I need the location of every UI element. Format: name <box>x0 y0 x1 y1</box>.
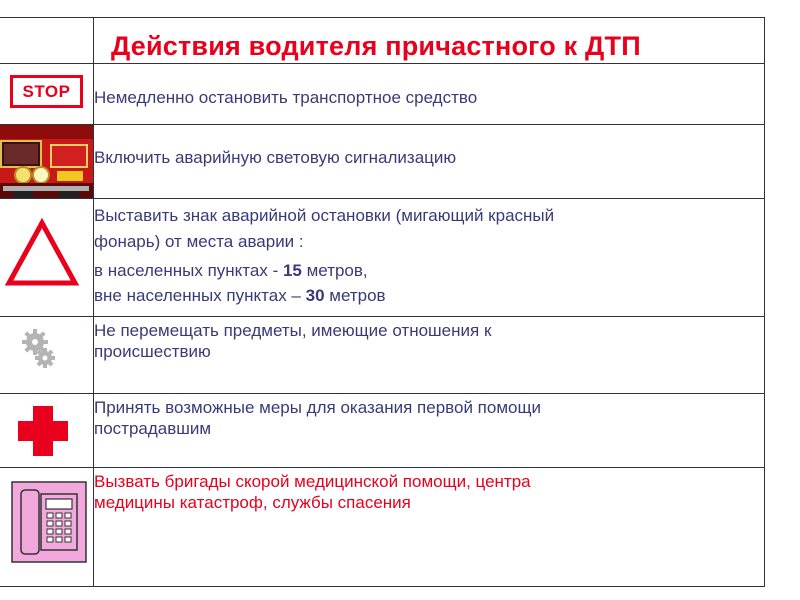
row-3-icon-cell <box>0 199 94 317</box>
row-2-icon-cell <box>0 125 94 199</box>
row-6-text-cell <box>94 468 765 587</box>
first-aid-cross-icon <box>0 394 93 468</box>
row-6-line-2: медицины катастроф, службы спасения <box>94 493 411 512</box>
table-row <box>0 125 765 199</box>
row-1-text: Немедленно остановить транспортное средство <box>94 88 478 107</box>
row-5-line-1: Принять возможные меры для оказания первой помощи <box>94 398 541 417</box>
stop-sign-icon: STOP <box>10 75 83 108</box>
row-3-line-2: фонарь) от места аварии : <box>94 232 304 251</box>
title-cell <box>94 18 765 64</box>
row-4-text-cell <box>94 317 765 394</box>
row-1-text-cell <box>94 64 765 125</box>
row-2-text: Включить аварийную световую сигнализацию <box>94 148 457 167</box>
table-row <box>0 64 765 125</box>
row-5-line-2: пострадавшим <box>94 419 212 438</box>
distance-rural <box>94 283 764 308</box>
title-empty-cell <box>0 18 94 64</box>
table-row <box>0 199 765 317</box>
row-6-text <box>94 468 764 513</box>
page-title: Действия водителя причастного к ДТП <box>111 31 641 61</box>
row-4-text <box>94 317 764 362</box>
distance-urban <box>94 258 764 283</box>
distance-rural-suffix: метров <box>324 286 386 305</box>
row-6-icon-cell <box>0 468 94 587</box>
gears-icon <box>0 317 93 394</box>
row-3-text-cell <box>94 199 765 317</box>
row-3-intro <box>94 199 764 255</box>
table-row <box>0 394 765 468</box>
row-3-distances <box>94 255 764 308</box>
row-3-line-1: Выставить знак аварийной остановки (мигающий красный <box>94 206 555 225</box>
table-row <box>0 317 765 394</box>
warning-triangle-icon <box>0 199 93 317</box>
row-2-text-cell <box>94 125 765 199</box>
distance-urban-value: 15 <box>282 261 302 280</box>
table-row <box>0 468 765 587</box>
row-4-line-1: Не перемещать предметы, имеющие отношения к <box>94 321 492 340</box>
distance-urban-suffix: метров, <box>301 261 368 280</box>
fire-truck-hazard-lights-icon <box>0 125 93 199</box>
driver-actions-table <box>0 17 765 587</box>
title-row <box>0 18 765 64</box>
distance-rural-prefix: вне населенных пунктах – <box>94 286 306 305</box>
row-4-line-2: происшествию <box>94 342 211 361</box>
row-5-text <box>94 394 764 439</box>
distance-urban-prefix: в населенных пунктах - <box>94 261 283 280</box>
distance-rural-value: 30 <box>305 286 325 305</box>
row-6-line-1: Вызвать бригады скорой медицинской помощи, центра <box>94 472 531 491</box>
row-1-icon-cell <box>0 64 94 125</box>
row-4-icon-cell <box>0 317 94 394</box>
row-5-icon-cell <box>0 394 94 468</box>
telephone-icon <box>0 468 93 587</box>
row-5-text-cell <box>94 394 765 468</box>
